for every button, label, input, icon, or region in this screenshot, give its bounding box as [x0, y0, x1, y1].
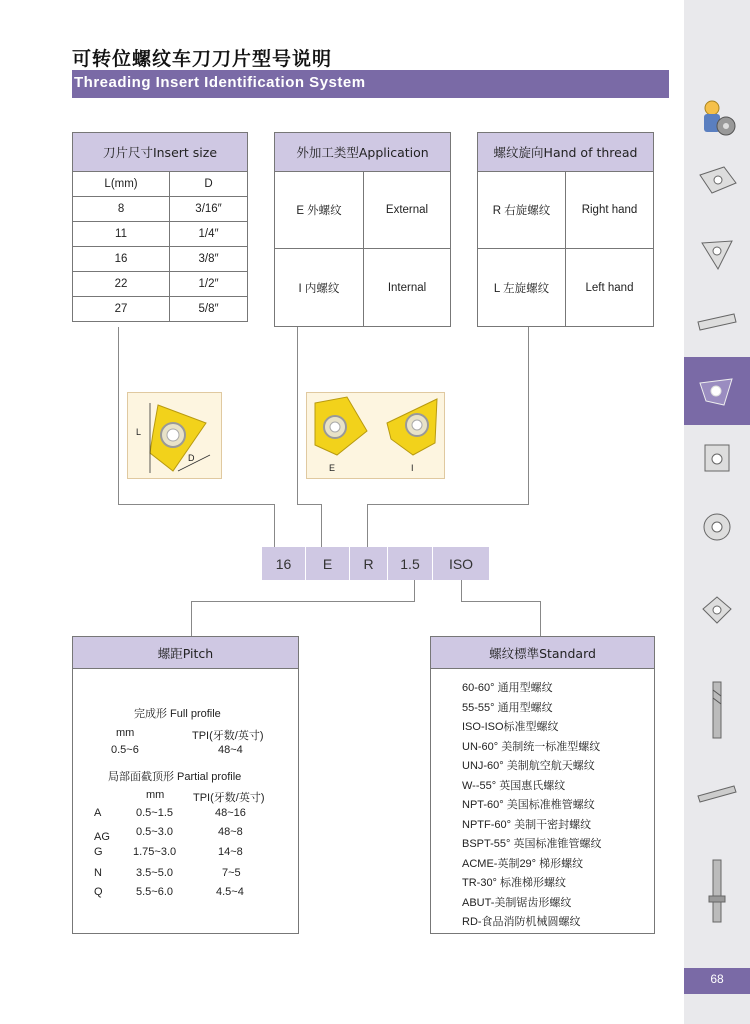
sidebar-item-round-insert[interactable]	[686, 496, 748, 558]
square-holed-insert-icon	[697, 591, 737, 631]
standard-item: TR-30° 标准梯形螺纹	[462, 877, 567, 889]
connector-line	[461, 580, 462, 602]
partial-code: N	[94, 867, 102, 879]
code-size: 16	[262, 547, 305, 580]
standard-item: UN-60° 美制统一标准型螺纹	[462, 740, 601, 753]
sidebar-item-square-holed-insert[interactable]	[686, 580, 748, 642]
table-cell: 5/8″	[170, 297, 248, 322]
table-cell: 1/4″	[170, 222, 248, 247]
standard-item: 55-55° 通用型螺纹	[462, 701, 553, 714]
connector-line	[297, 327, 298, 505]
boring-bar-icon	[694, 780, 740, 810]
partial-tpi: 48~16	[215, 807, 246, 819]
page-title: 可转位螺纹车刀刀片型号说明	[72, 48, 333, 70]
table-cell: 22	[73, 272, 170, 297]
table-cell: 27	[73, 297, 170, 322]
table-cell: 3/8″	[170, 247, 248, 272]
standard-item: ISO-ISO标准型螺纹	[462, 721, 559, 733]
partial-tpi: 48~8	[218, 826, 243, 838]
partial-tpi: 4.5~4	[216, 886, 244, 898]
insert-size-table	[72, 171, 248, 322]
col-header-l: L(mm)	[73, 172, 170, 197]
insert-size-diagram	[127, 392, 222, 479]
standard-item: ABUT-美制锯齿形螺纹	[462, 896, 572, 909]
diagram-label-e: E	[329, 463, 336, 473]
full-tpi-value: 48~4	[218, 744, 243, 756]
full-col-tpi: TPI(牙数/英寸)	[192, 730, 264, 742]
application-header-label: 外加工类型Application	[296, 145, 429, 160]
partial-mm: 0.5~1.5	[136, 807, 174, 819]
diagram-label-l: L	[136, 427, 142, 437]
table-cell: 3/16″	[170, 197, 248, 222]
connector-line	[367, 504, 368, 547]
hand-r-label: Right hand	[565, 171, 654, 249]
pitch-header	[72, 636, 299, 669]
pitch-header-label: 螺距Pitch	[157, 645, 214, 661]
code-application: E	[306, 547, 349, 580]
partial-mm: 1.75~3.0	[133, 846, 177, 858]
round-insert-icon	[697, 507, 737, 547]
page-number: 68	[710, 972, 724, 986]
code-standard: ISO	[433, 547, 489, 580]
code-hand: R	[350, 547, 387, 580]
square-hole-insert-icon	[697, 439, 737, 479]
connector-line	[118, 327, 119, 505]
sidebar-item-grooving-insert[interactable]	[686, 290, 748, 352]
hand-r-code: R 右旋螺纹	[477, 171, 566, 249]
drill-icon	[705, 856, 729, 926]
insert-size-header-label: 刀片尺寸Insert size	[102, 145, 218, 160]
grooving-insert-icon	[694, 306, 740, 336]
connector-line	[191, 601, 415, 602]
hand-l-code: L 左旋螺纹	[477, 248, 566, 327]
triangle-insert-icon	[128, 393, 221, 478]
application-diagram	[306, 392, 445, 479]
partial-tpi: 14~8	[218, 846, 243, 858]
sidebar-item-drill[interactable]	[686, 856, 748, 926]
partial-col-mm: mm	[146, 789, 165, 801]
full-mm-value: 0.5~6	[111, 744, 139, 756]
connector-line	[297, 504, 321, 505]
standard-item: ACME-英制29° 梯形螺纹	[462, 857, 584, 870]
partial-code: G	[94, 846, 103, 858]
hand-header	[477, 132, 654, 172]
diagram-label-d: D	[188, 453, 195, 463]
table-row	[73, 222, 248, 247]
application-e-label: External	[363, 171, 451, 249]
connector-line	[118, 504, 275, 505]
partial-code: Q	[94, 886, 103, 898]
partial-tpi: 7~5	[222, 867, 241, 879]
table-cell: 16	[73, 247, 170, 272]
table-row	[73, 197, 248, 222]
sidebar-item-turning-tools[interactable]	[686, 88, 748, 150]
application-i-label: Internal	[363, 248, 451, 327]
full-col-mm: mm	[116, 727, 135, 739]
threading-insert-icon	[694, 371, 740, 411]
worker-gear-icon	[694, 96, 740, 142]
connector-line	[274, 504, 275, 547]
sidebar-item-boring-bar[interactable]	[686, 764, 748, 826]
connector-line	[528, 327, 529, 505]
sidebar-item-trigon-insert[interactable]	[686, 222, 748, 284]
connector-line	[367, 504, 529, 505]
external-internal-insert-icon	[307, 393, 444, 478]
partial-col-tpi: TPI(牙数/英寸)	[193, 792, 265, 804]
hand-l-label: Left hand	[565, 248, 654, 327]
endmill-icon	[707, 680, 727, 740]
table-row	[73, 297, 248, 322]
code-pitch: 1.5	[388, 547, 432, 580]
standard-item: NPT-60° 美国标准椎管螺纹	[462, 799, 595, 811]
col-header-d: D	[170, 172, 248, 197]
standard-item: NPTF-60° 美制干密封螺纹	[462, 818, 592, 831]
standard-item: BSPT-55° 英国标准锥管螺纹	[462, 838, 602, 850]
diagram-label-i: I	[411, 463, 414, 473]
standard-item: UNJ-60° 美制航空航天螺纹	[462, 760, 595, 772]
sidebar-item-endmill[interactable]	[686, 680, 748, 740]
trigon-insert-icon	[694, 233, 740, 273]
connector-line	[321, 504, 322, 547]
standard-item: 60-60° 通用型螺纹	[462, 682, 553, 694]
table-cell: 8	[73, 197, 170, 222]
partial-mm: 5.5~6.0	[136, 886, 174, 898]
application-e-code: E 外螺纹	[274, 171, 364, 249]
connector-line	[414, 580, 415, 602]
insert-size-header	[72, 132, 248, 172]
sidebar-item-square-insert[interactable]	[686, 150, 748, 212]
table-cell: 11	[73, 222, 170, 247]
partial-code: AG	[94, 831, 110, 843]
partial-mm: 3.5~5.0	[136, 867, 174, 879]
connector-line	[461, 601, 541, 602]
connector-line	[191, 601, 192, 637]
table-row	[73, 172, 248, 197]
partial-mm: 0.5~3.0	[136, 826, 174, 838]
full-profile-label: 完成形 Full profile	[134, 708, 221, 720]
partial-profile-label: 局部面截顶形 Partial profile	[108, 771, 242, 783]
sidebar-item-threading-insert[interactable]	[686, 360, 748, 422]
sidebar-item-square-hole-insert[interactable]	[686, 428, 748, 490]
table-cell: 1/2″	[170, 272, 248, 297]
standard-item: RD-食品消防机械圆螺纹	[462, 916, 581, 928]
connector-line	[540, 601, 541, 637]
table-row	[73, 247, 248, 272]
application-i-code: I 内螺纹	[274, 248, 364, 327]
standard-header-label: 螺纹標準Standard	[489, 645, 596, 661]
hand-header-label: 螺纹旋向Hand of thread	[493, 145, 638, 160]
application-header	[274, 132, 451, 172]
standard-header	[430, 636, 655, 669]
page-subtitle: Threading Insert Identification System	[74, 74, 366, 91]
table-row	[73, 272, 248, 297]
square-insert-icon	[694, 161, 740, 201]
partial-code: A	[94, 807, 102, 819]
standard-item: W--55° 英国惠氏螺纹	[462, 779, 566, 792]
